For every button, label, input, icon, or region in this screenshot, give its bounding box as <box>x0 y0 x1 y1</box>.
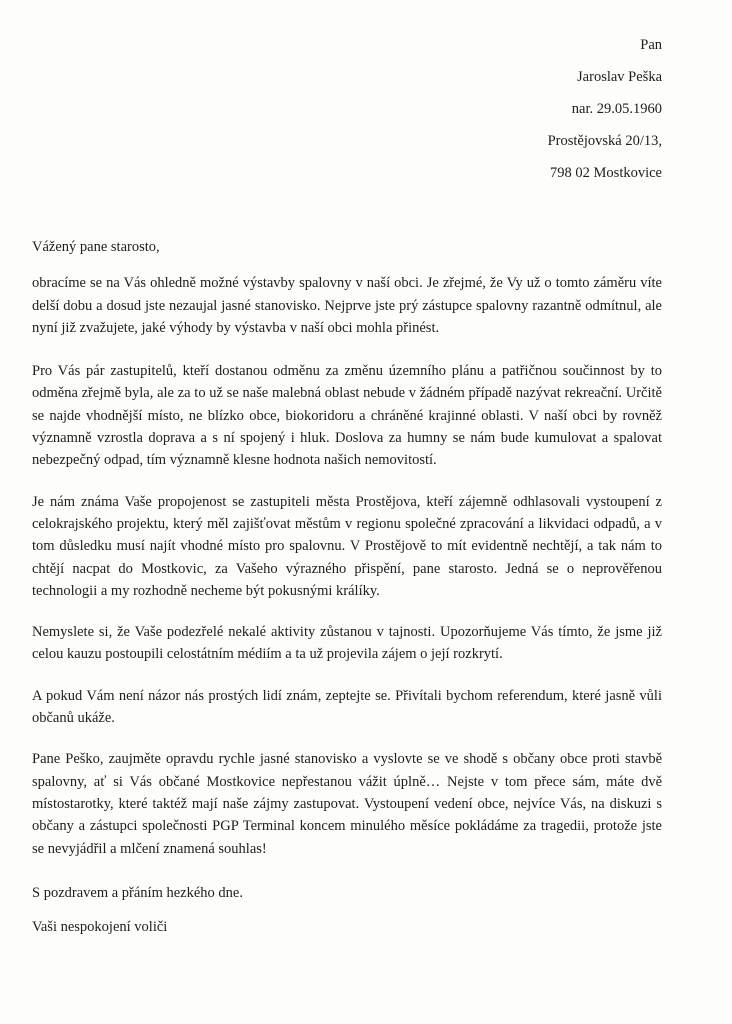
recipient-title: Pan <box>640 37 662 53</box>
letter-closing: S pozdravem a přáním hezkého dne. <box>32 884 243 901</box>
recipient-city: 798 02 Mostkovice <box>550 165 662 181</box>
letter-paragraph-3: Je nám známa Vaše propojenost se zastupiteli města Prostějova, kteří zájemně odhlasovali vystoupení z celokrajského projektu, který měl zajišťovat městům v regionu společné zpracování a likvidaci odpadů, a v tom důsledku musí najít vhodné místo pro spalovnu. V Prostějově to mít evidentně nechtějí, a tak nám to chtějí nacpat do Mostkovic, za Vašeho výrazného přispění, pane starosto. Jedná se o neprověřenou technologii a my rozhodně necheme být pokusnými králíky. <box>32 493 662 599</box>
recipient-street: Prostějovská 20/13, <box>547 133 662 149</box>
letter-paragraph-2: Pro Vás pár zastupitelů, kteří dostanou odměnu za změnu územního plánu a patřičnou součinnost by to odměna zřejmě byla, ale za to už se naše malebná oblast nebude v žádném případě nazývat rekreační. Určitě se najde vhodnější místo, ne blízko obce, biokoridoru a chráněné krajinné oblasti. V naší obci by rovněž významně vzrostla doprava a s ní spojený i hluk. Doslova za humny se nám bude kumulovat a spalovat nebezpečný odpad, tím významně klesne hodnota našich nemovitostí. <box>32 363 662 469</box>
letter-paragraph-1: obracíme se na Vás ohledně možné výstavby spalovny v naší obci. Je zřejmé, že Vy už o tomto záměru víte delší dobu a dosud jste nezaujal jasné stanovisko. Nejprve jste prý zástupce spalovny razantně odmítnul, ale nyní již zvažujete, jaké výhody by výstavba v naší obci mohla přinést. <box>32 275 662 336</box>
letter-paragraph-5: A pokud Vám není názor nás prostých lidí znám, zeptejte se. Přivítali bychom referendum, které jasně vůli občanů ukáže. <box>32 687 662 727</box>
letter-body <box>32 236 662 938</box>
letter-paragraph-6: Pane Peško, zaujměte opravdu rychle jasné stanovisko a vyslovte se ve shodě s občany obce proti stavbě spalovny, ať si Vás občané Mostkovice nepřestanou vážit úplně… Nejste v tom přece sám, máte dvě místostarotky, které taktéž mají naše zájmy zastupovat. Vystoupení vedení obce, nejvíce Vás, na diskuzi s občany a zástupci společnosti PGP Terminal koncem minulého měsíce pokládáme za tragedii, protože jste se nevyjádřil a mlčení znamená souhlas! <box>32 751 662 857</box>
letter-signature: Vaši nespokojení voliči <box>32 919 168 936</box>
recipient-name: Jaroslav Peška <box>577 69 662 85</box>
letter-paragraph-4: Nemyslete si, že Vaše podezřelé nekalé aktivity zůstanou v tajnosti. Upozorňujeme Vás tímto, že jsme již celou kauzu postoupili celostátním médiím a ta už projevila zájem o její rozkrytí. <box>32 624 662 663</box>
recipient-birth-date: nar. 29.05.1960 <box>571 101 662 117</box>
recipient-address-block <box>548 36 662 196</box>
letter-greeting: Vážený pane starosto, <box>32 239 160 255</box>
